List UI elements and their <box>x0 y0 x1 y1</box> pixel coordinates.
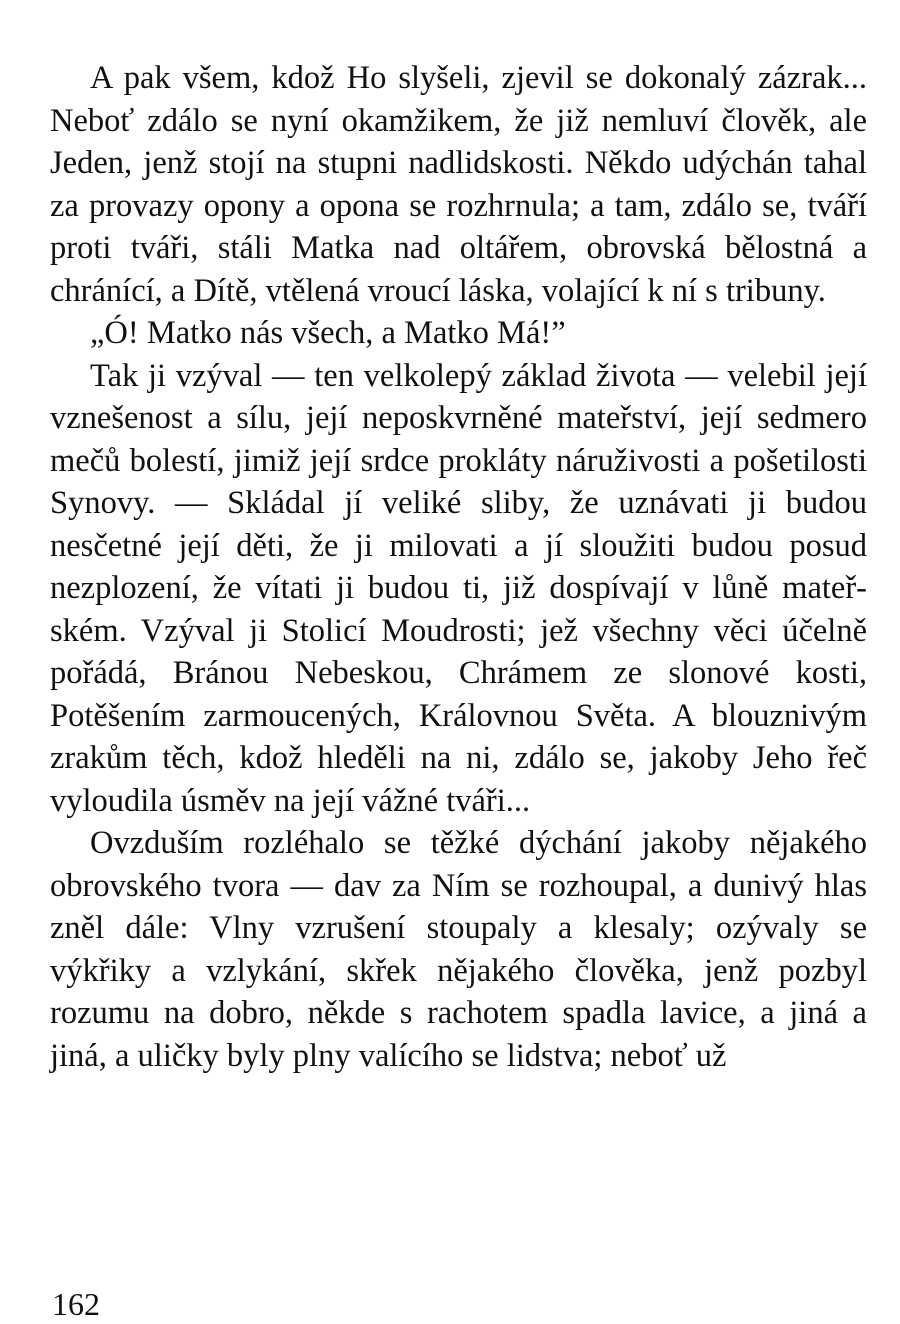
body-text <box>50 57 867 1077</box>
paragraph-praise: Tak ji vzýval — ten velkolepý základ života — velebil její vznešenost a sílu, její neposkvrněné mateřství, její sedmero mečů bolestí, jimiž její srdce prokláty náruživosti a pošetilosti Synovy. — Skládal jí veliké sliby, že uznávati ji budou nesčetné její děti, že ji milovati a jí sloužiti budou posud nezplození, že vítati ji budou ti, již dospívají v lůně mateřském. Vzýval ji Stolicí Moudrosti; jež všechny věci účelně pořádá, Bránou Nebeskou, Chrámem ze slonové kosti, Potěšením zarmoucených, Královnou Světa. A blouznivým zrakům těch, kdož hleděli na ni, zdálo se, jakoby Jeho řeč vyloudila úsměv na její vážné tváři... <box>50 357 867 819</box>
paragraph-crowd: Ovzduším rozléhalo se těžké dýchání jakoby nějakého obrovského tvora — dav za Ním se rozhoupal, a dunivý hlas zněl dále: Vlny vzrušení stoupaly a klesaly; ozývaly se výkřiky a vzlykání, skřek nějakého člověka, jenž pozbyl rozumu na dobro, někde s rachotem spadla lavice, a jiná a jiná, a uličky byly plny valícího se lidstva; neboť už <box>50 825 867 1074</box>
paragraph-invocation: „Ó! Matko nás všech, a Matko Má!” <box>90 315 566 351</box>
paragraph-miracle: A pak všem, kdož Ho slyšeli, zjevil se dokonalý zázrak... Neboť zdálo se nyní okamžikem, že již nemluví člověk, ale Jeden, jenž stojí na stupni nadlidskosti. Někdo udýchán tahal za provazy opony a opona se rozhrnula; a tam, zdálo se, tváří proti tváři, stáli Matka nad oltářem, obrovská bělostná a chránící, a Dítě, vtělená vroucí láska, volající k ní s tribuny. <box>50 60 867 309</box>
page-number: 162 <box>52 1286 100 1322</box>
